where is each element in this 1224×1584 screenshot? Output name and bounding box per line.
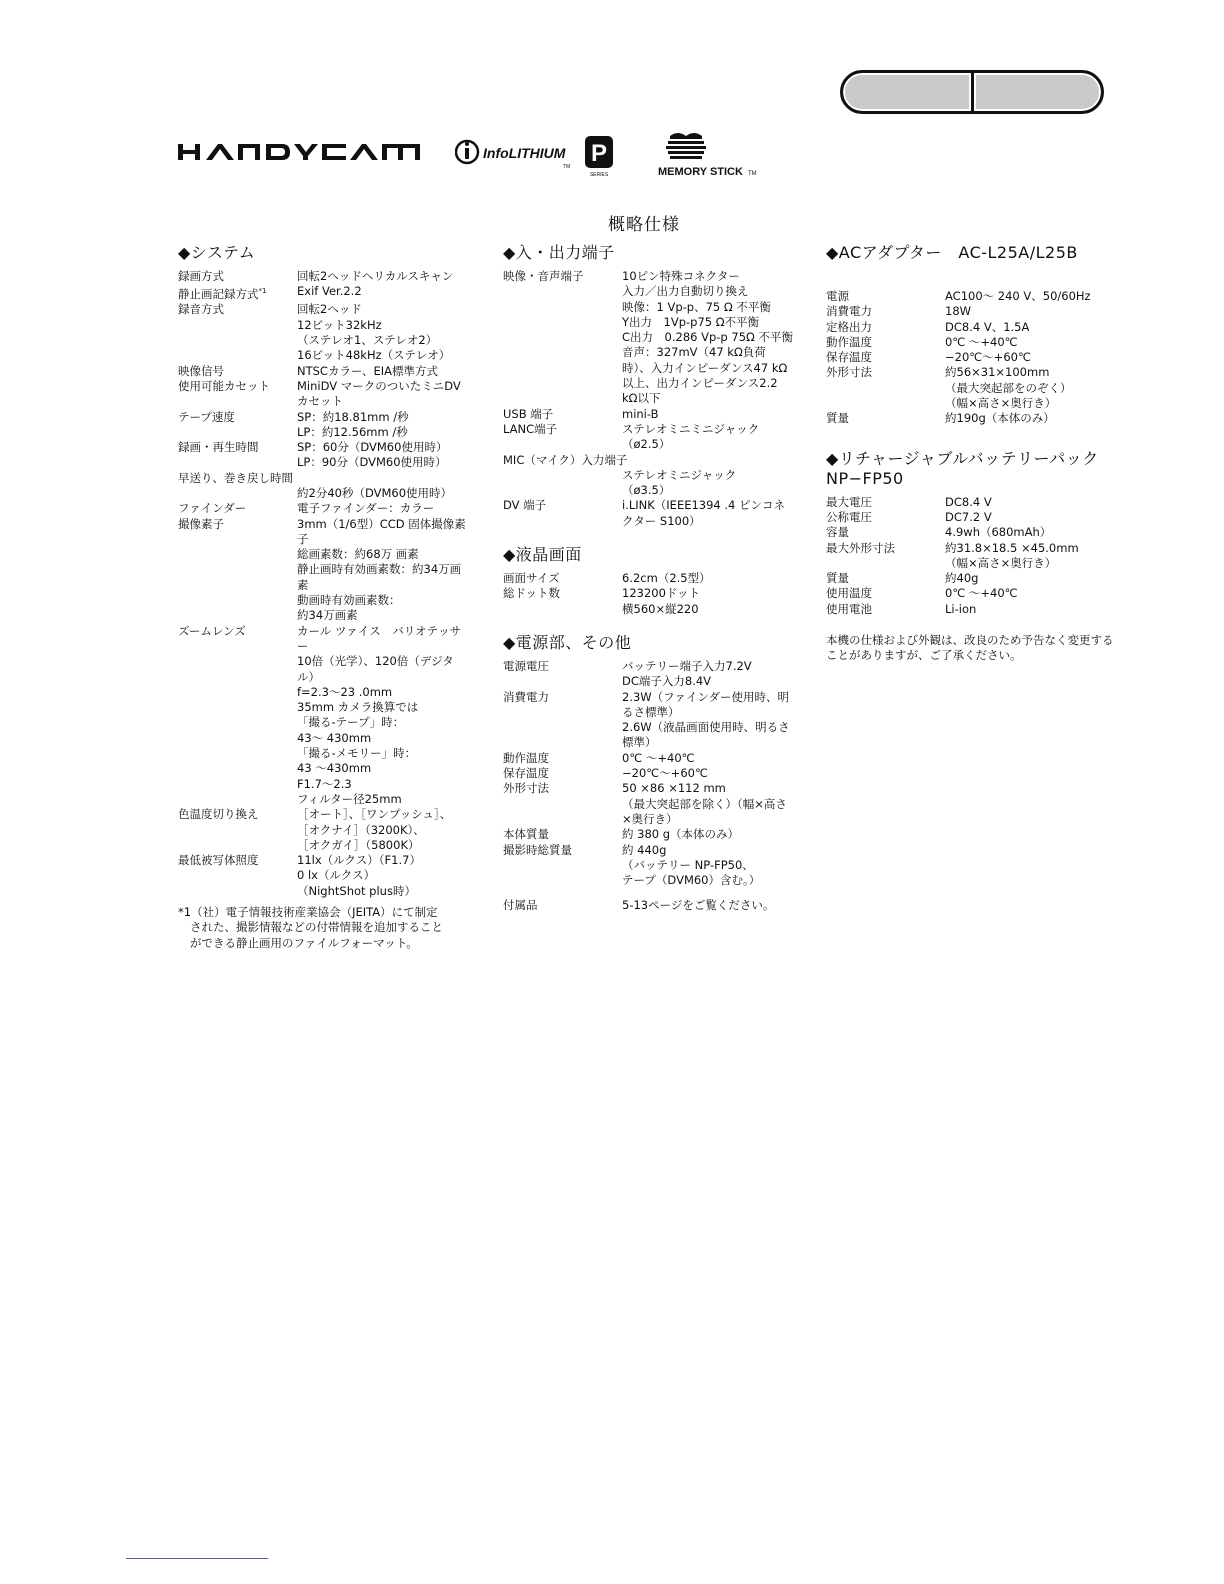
spec-value: 11lx（ルクス）（F1.7） 0 lx（ルクス） （NightShot plus時） <box>297 853 421 898</box>
spec-row <box>503 690 793 751</box>
spec-row <box>503 751 793 766</box>
spec-label: 色温度切り換え <box>178 807 259 822</box>
spec-value: Exif Ver.2.2 <box>297 284 362 299</box>
spec-row <box>826 350 1116 365</box>
row-gap <box>503 888 793 898</box>
spec-row <box>178 302 468 363</box>
spec-row <box>826 602 1116 617</box>
section-system <box>178 243 468 951</box>
spec-label: 総ドット数 <box>503 586 561 601</box>
spec-row <box>826 289 1116 304</box>
spec-label: 保存温度 <box>826 350 872 365</box>
footnote-line-1: *1（社）電子情報技術産業協会（JEITA）にて制定 <box>178 905 438 919</box>
spec-label: 公称電圧 <box>826 509 872 524</box>
spec-row <box>826 320 1116 335</box>
footer-link-underline[interactable] <box>126 1558 268 1559</box>
spec-label: テープ速度 <box>178 409 235 424</box>
column-middle <box>503 243 793 930</box>
infolithium-text: InfoLITHIUM <box>483 145 566 161</box>
spec-value: mini-B <box>622 406 659 421</box>
spec-label <box>178 486 297 501</box>
spec-row <box>826 586 1116 601</box>
spec-label <box>503 468 622 499</box>
footnote-line-2: された、撮影情報などの付帯情報を追加すること <box>190 920 443 935</box>
spec-label: 動作温度 <box>503 750 549 765</box>
section-title-io: ◆入・出力端子 <box>503 243 615 262</box>
spec-label: 録画・再生時間 <box>178 440 259 455</box>
spec-label: 使用可能カセット <box>178 378 270 393</box>
spec-value: 3mm（1/6型）CCD 固体撮像素子 総画素数：約68万 画素 静止画時有効画素数：約34万画素 動画時有効画素数： 約34万画素 <box>297 516 466 623</box>
system-rows <box>178 269 468 899</box>
spec-row <box>178 410 468 441</box>
spec-label: 画面サイズ <box>503 571 560 586</box>
spec-row <box>503 586 793 617</box>
spec-label: 使用温度 <box>826 586 872 601</box>
spec-label: 消費電力 <box>503 689 549 704</box>
infolithium-logo <box>455 136 615 178</box>
spec-label: 最大外形寸法 <box>826 540 895 555</box>
spec-value: 約 380 g（本体のみ） <box>622 827 740 842</box>
spec-label: ファインダー <box>178 501 247 516</box>
spec-row <box>178 501 468 516</box>
spec-value: 約 440g （バッテリー NP-FP50、 テープ（DVM60）含む。） <box>622 842 761 888</box>
infolithium-tm: TM <box>563 164 571 170</box>
spec-row <box>178 853 468 899</box>
spec-value: 約40g <box>945 571 979 586</box>
memorystick-logo <box>656 130 760 180</box>
spec-value: i.LINK（IEEE1394 .4 ピンコネクター S100） <box>622 498 786 528</box>
memorystick-tm: TM <box>748 171 757 177</box>
infolithium-p-text: P <box>590 140 608 167</box>
handycam-logo <box>178 140 420 164</box>
spec-row <box>826 571 1116 586</box>
spec-label: 外形寸法 <box>503 781 549 796</box>
spec-row <box>178 624 468 808</box>
spec-label: 録音方式 <box>178 302 224 317</box>
spec-value: 0℃ 〜+40℃ <box>945 334 1018 349</box>
spec-value: ステレオミニミニジャック （ø2.5） <box>622 421 760 452</box>
spec-label: 質量 <box>826 571 849 586</box>
battery-rows <box>826 495 1116 617</box>
spec-row <box>503 571 793 586</box>
spec-label: 最大電圧 <box>826 494 872 509</box>
spec-value: 2.3W（ファインダー使用時、明るさ標準） 2.6W（液晶画面使用時、明るさ標準） <box>622 689 790 750</box>
spec-row <box>826 304 1116 319</box>
spec-row <box>503 843 793 889</box>
spec-label: LANC端子 <box>503 421 558 436</box>
spec-label-text: 静止画記録方式 <box>178 287 259 302</box>
spec-value: 10ピン特殊コネクター 入力／出力自動切り換え 映像：1 Vp-p、75 Ω 不平衡 Y出力 1Vp-p75 Ω不平衡 C出力 0.286 Vp-p 75Ω 不平衡 音声：327mV（47 kΩ負荷時）、入力インピーダンス47 kΩ以上、出力インピーダンス2.2 kΩ以下 <box>622 269 793 406</box>
section-lcd <box>503 545 793 617</box>
section-title-power: ◆電源部、その他 <box>503 632 632 652</box>
spec-label: 撮像素子 <box>178 516 224 531</box>
column-left <box>178 243 468 967</box>
spec-row <box>503 898 793 913</box>
spec-row <box>503 827 793 842</box>
spec-row <box>503 453 793 468</box>
spec-label: MIC（マイク）入力端子 <box>503 452 628 467</box>
spec-row <box>503 781 793 827</box>
spec-row <box>503 659 793 690</box>
spec-label: 本体質量 <box>503 827 549 842</box>
spec-value: SP：約18.81mm /秒 LP：約12.56mm /秒 <box>297 409 409 439</box>
spec-label: 付属品 <box>503 898 538 913</box>
spec-value: ステレオミニジャック （ø3.5） <box>622 467 737 498</box>
section-title-system: ◆システム <box>178 243 256 262</box>
spec-value: 18W <box>945 304 972 319</box>
spec-label: 消費電力 <box>826 304 872 319</box>
spec-label: 保存温度 <box>503 766 549 781</box>
spec-label: DV 端子 <box>503 498 547 513</box>
lcd-rows <box>503 571 793 617</box>
spec-row <box>503 468 793 499</box>
spec-value: ［オート］、［ワンプッシュ］、［オクナイ］（3200K）、 ［オクガイ］（5800K） <box>297 807 452 852</box>
section-title-lcd: ◆液晶画面 <box>503 545 582 565</box>
spec-row <box>503 269 793 407</box>
spec-row <box>178 379 468 410</box>
section-io <box>503 243 793 529</box>
spec-value: カール ツァイス バリオテッサー 10倍（光学）、120倍（デジタル） f=2.3〜23 .0mm 35mm カメラ換算では 「撮る-テープ」時： 43〜 430mm 「撮る-メモリー」時： 43 〜430mm F1.7〜2.3 フィルター径25mm <box>297 623 462 806</box>
spec-row <box>826 365 1116 411</box>
spec-label: 定格出力 <box>826 319 872 334</box>
spec-value: −20℃〜+60℃ <box>622 766 708 781</box>
spec-value: 回転2ヘッドヘリカルスキャン <box>297 269 454 283</box>
spec-label: ズームレンズ <box>178 623 246 638</box>
spec-label <box>178 284 297 302</box>
spec-value: 約56×31×100mm （最大突起部をのぞく） （幅×高さ×奥行き） <box>945 365 1072 411</box>
spec-label: 使用電池 <box>826 601 872 616</box>
spec-row <box>178 807 468 853</box>
footnote-line-3: ができる静止画用のファイルフォーマット。 <box>190 935 418 950</box>
spec-row <box>178 440 468 471</box>
spec-value: MiniDV マークのついたミニDVカセット <box>297 378 461 409</box>
spec-label: 映像信号 <box>178 363 224 378</box>
spec-label: 最低被写体照度 <box>178 853 259 868</box>
spec-value: 約190g（本体のみ） <box>945 411 1055 426</box>
spec-row <box>826 411 1116 426</box>
spec-label: 動作温度 <box>826 334 872 349</box>
spec-row <box>178 269 468 284</box>
section-battery <box>826 449 1116 664</box>
spec-row <box>178 486 468 501</box>
spec-value: 5-13ページをご覧ください。 <box>622 898 775 913</box>
spec-value: 電子ファインダー：カラー <box>297 501 435 516</box>
spec-value: 回転2ヘッド 12ビット32kHz （ステレオ1、ステレオ2） 16ビット48kHz（ステレオ） <box>297 302 451 363</box>
spec-row <box>503 407 793 422</box>
spec-value: AC100〜 240 V、50/60Hz <box>945 289 1091 303</box>
spec-value: DC8.4 V <box>945 494 992 509</box>
spec-row <box>503 422 793 453</box>
spec-value: SP：60分（DVM60使用時） LP：90分（DVM60使用時） <box>297 440 448 470</box>
section-ac-adapter <box>826 243 1116 427</box>
section-title-ac: ◆ACアダプター AC-L25A/L25B <box>826 243 1078 262</box>
spec-row <box>503 766 793 781</box>
spec-value: Li-ion <box>945 601 977 616</box>
spec-label: 質量 <box>826 411 849 426</box>
ac-rows <box>826 289 1116 427</box>
section-power <box>503 633 793 914</box>
spec-label: 録画方式 <box>178 269 224 283</box>
spec-label: 電源電圧 <box>503 658 549 673</box>
spec-value: バッテリー端子入力7.2V DC端子入力8.4V <box>622 658 752 689</box>
spec-value: DC7.2 V <box>945 509 992 524</box>
spec-label: 容量 <box>826 525 849 540</box>
spec-value: 約2分40秒（DVM60使用時） <box>297 485 453 500</box>
spec-value: 4.9wh（680mAh） <box>945 525 1052 540</box>
spec-value: 0℃ 〜+40℃ <box>622 750 695 765</box>
io-rows <box>503 269 793 529</box>
tab-left[interactable] <box>843 73 971 111</box>
spec-value: 約31.8×18.5 ×45.0mm （幅×高さ×奥行き） <box>945 540 1079 570</box>
spec-row <box>178 364 468 379</box>
footnote <box>178 905 468 951</box>
spec-row <box>826 495 1116 510</box>
spec-row <box>503 498 793 529</box>
spec-row <box>826 541 1116 572</box>
spec-label: 早送り、巻き戻し時間 <box>178 470 293 485</box>
spec-value <box>627 453 793 468</box>
spec-label: 撮影時総質量 <box>503 842 572 857</box>
spec-label: 電源 <box>826 289 849 303</box>
spec-label: USB 端子 <box>503 406 554 421</box>
spec-value: 0℃ 〜+40℃ <box>945 586 1018 601</box>
page-title: 概略仕様 <box>608 215 680 235</box>
disclaimer-note: 本機の仕様および外観は、改良のため予告なく変更することがありますが、ご了承ください。 <box>826 633 1114 663</box>
spec-row <box>178 471 468 486</box>
nav-tabs <box>840 70 1104 114</box>
footnote-marker: *1 <box>258 287 267 296</box>
spec-row <box>826 335 1116 350</box>
spec-value: 50 ×86 ×112 mm （最大突起部を除く）（幅×高さ×奥行き） <box>622 781 787 826</box>
spec-row <box>826 510 1116 525</box>
spec-value: 123200ドット 横560×縦220 <box>622 586 700 616</box>
spec-value: 6.2cm（2.5型） <box>622 571 711 586</box>
spec-row <box>178 284 468 302</box>
memorystick-text: MEMORY STICK <box>658 166 743 178</box>
spec-row <box>826 525 1116 540</box>
spec-value: −20℃〜+60℃ <box>945 350 1031 365</box>
spec-value <box>293 471 468 486</box>
spec-value: DC8.4 V、1.5A <box>945 319 1030 334</box>
section-title-battery: ◆リチャージャブルバッテリーパックNP−FP50 <box>826 448 1099 488</box>
power-rows <box>503 659 793 914</box>
tab-right[interactable] <box>974 73 1102 111</box>
spec-label: 映像・音声端子 <box>503 269 584 283</box>
spec-row <box>178 517 468 624</box>
column-right <box>826 243 1116 680</box>
infolithium-series: SERIES <box>589 172 609 178</box>
spec-label: 外形寸法 <box>826 365 872 380</box>
spec-value: NTSCカラー、EIA標準方式 <box>297 363 439 378</box>
